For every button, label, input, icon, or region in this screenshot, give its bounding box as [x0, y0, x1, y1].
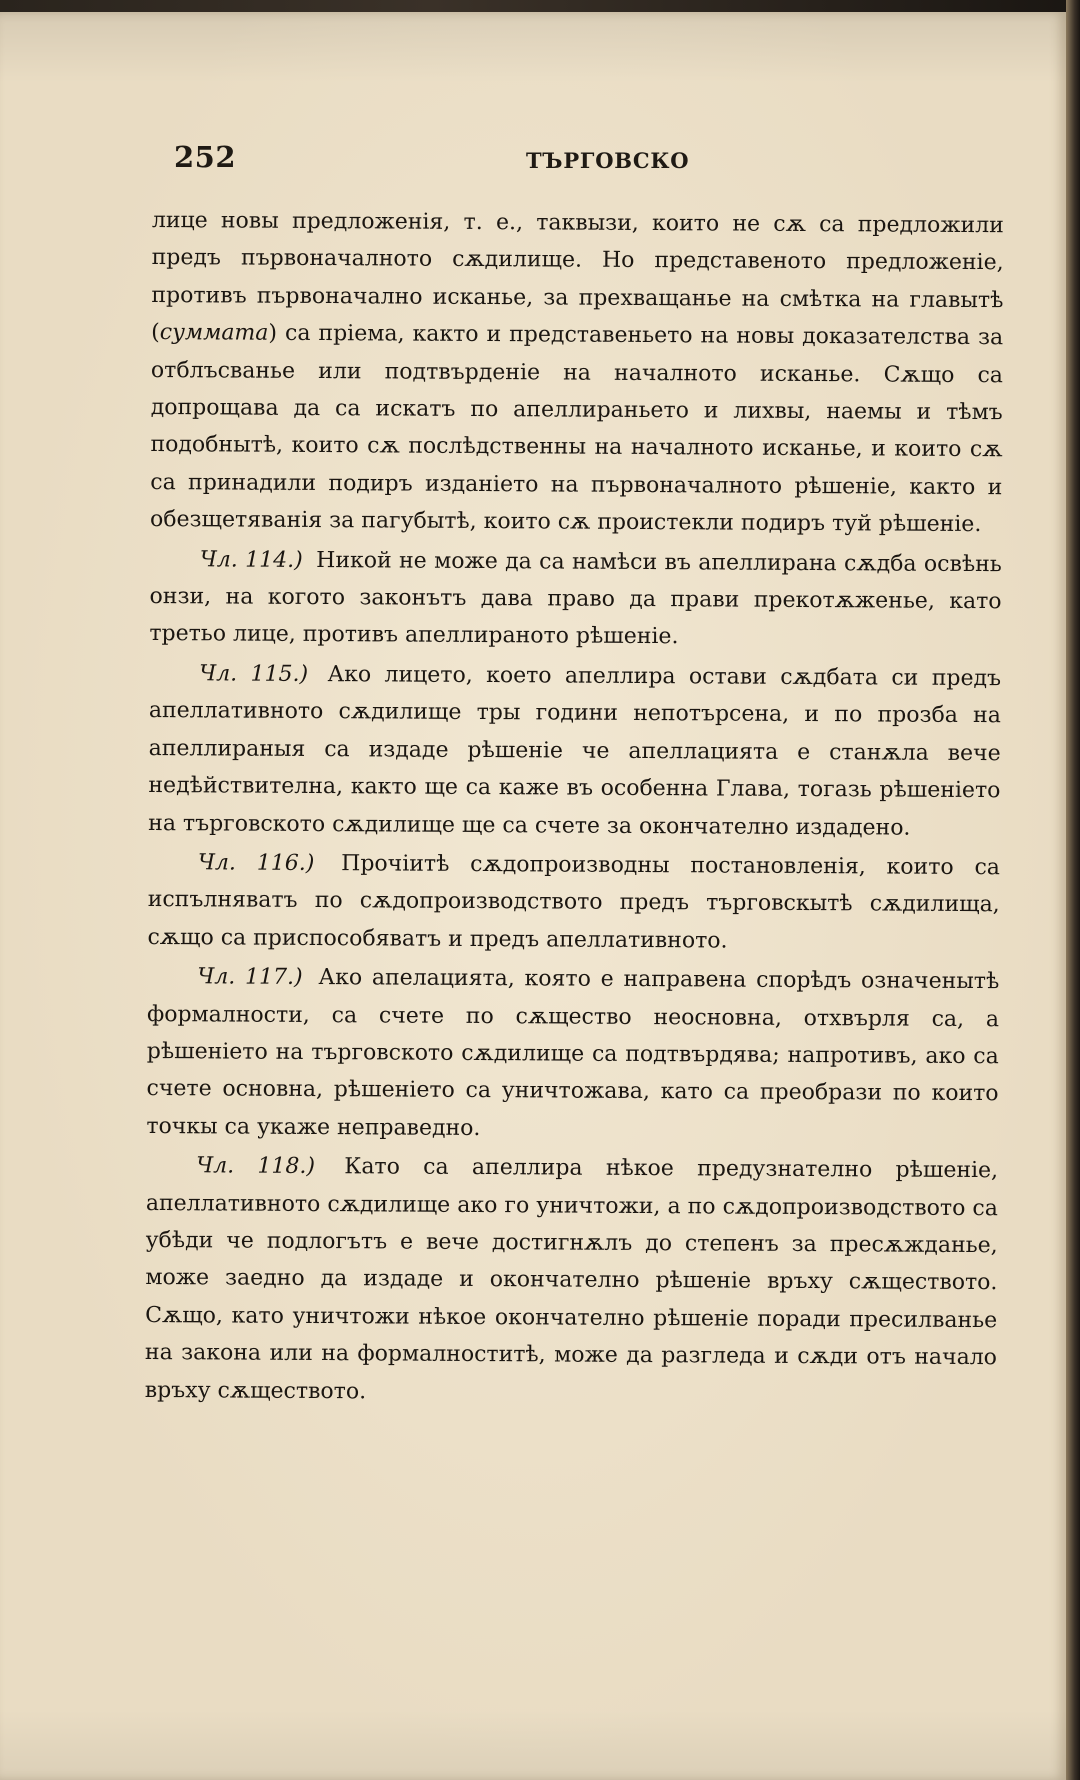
text-segment: ) са пріема, както и представеньето на новы доказателства за отблъсванье или подтвърденіе на началното исканье. Сѫщо са допрощава да са искатъ по апеллираньето и лихвы, наемы и тѣмъ подобнытѣ, които сѫ послѣдственны на началното исканье, и които сѫ са принадили подиръ изданіето на първоначалното рѣшеніе, както и обезщетяванія за пагубытѣ, които сѫ проистекли подиръ туй рѣшеніе. [149, 320, 1004, 538]
article-114 [149, 541, 1002, 658]
article-label: Чл. 116.) [197, 850, 315, 876]
article-label: Чл. 118.) [196, 1153, 316, 1180]
article-116 [147, 844, 1000, 961]
article-text: Прочіитѣ сѫдопроизводны постановленія, които са испълняватъ по сѫдопроизводството предъ търговскытѣ сѫдилища, сѫщо са приспособяватъ и предъ апеллативното. [147, 851, 1001, 954]
paragraph-continuation [150, 202, 1004, 544]
article-text: Никой не може да са намѣси въ апеллирана сѫдба освѣнь онзи, на когото законътъ дава право да прави прекотѫженье, като третьо лице, противъ апеллираното рѣшеніе. [149, 547, 1002, 650]
running-head: ТЪРГОВСКО [526, 148, 690, 173]
page-number: 252 [174, 140, 237, 174]
article-115 [148, 655, 1001, 847]
article-text: Като са апеллира нѣкое предузнателно рѣшеніе, апеллативното сѫдилище ако го уничтожи, а по сѫдопроизводството са убѣди че подлогътъ е вече достигнѫлъ до степенъ за пресѫжданье, може заедно да издаде и окончателно рѣшеніе връху сѫществото. Сѫщо, като уничтожи нѣкое окончателно рѣшеніе поради пресилванье на закона или на формалноститѣ, може да разгледа и сѫди отъ начало връху сѫществото. [144, 1154, 999, 1404]
article-label: Чл. 115.) [199, 661, 309, 687]
italic-term: суммата [159, 320, 269, 346]
article-label: Чл. 117.) [197, 964, 303, 991]
article-text: Ако лицето, което апеллира остави сѫдбата си предъ апеллативното сѫдилище тры години непотърсена, и по прозба на апеллираныя са издаде рѣшеніе че апеллацията е станѫла вече недѣйствителна, както ще са каже въ особенна Глава, тогазь рѣшеніето на търговското сѫдилище ще са счете за окончателно издадено. [148, 661, 1002, 841]
text-segment: лице новы предложенія, т. е., таквызи, които не сѫ са предложили предъ първоначалното сѫдилище. Но представеното предложеніе, противъ първоначално исканье, за прехващанье на смѣтка на главытѣ ( [151, 207, 1004, 346]
article-text: Ако апелацията, която е направена спорѣдъ означенытѣ формалности, са счете по сѫщество неосновна, отхвърля са, а рѣшеніето на търговското сѫдилище са подтвърдява; напротивъ, ако са счете основна, рѣшеніето са уничтожава, като са преобрази по които точкы са укаже неправедно. [146, 965, 1000, 1141]
article-118 [145, 1147, 999, 1414]
page-header [174, 140, 1004, 180]
article-label: Чл. 114.) [199, 546, 303, 573]
scan-right-edge [1066, 0, 1080, 1780]
book-page [0, 12, 1066, 1780]
article-117 [146, 958, 999, 1150]
body-text [145, 202, 1004, 1414]
